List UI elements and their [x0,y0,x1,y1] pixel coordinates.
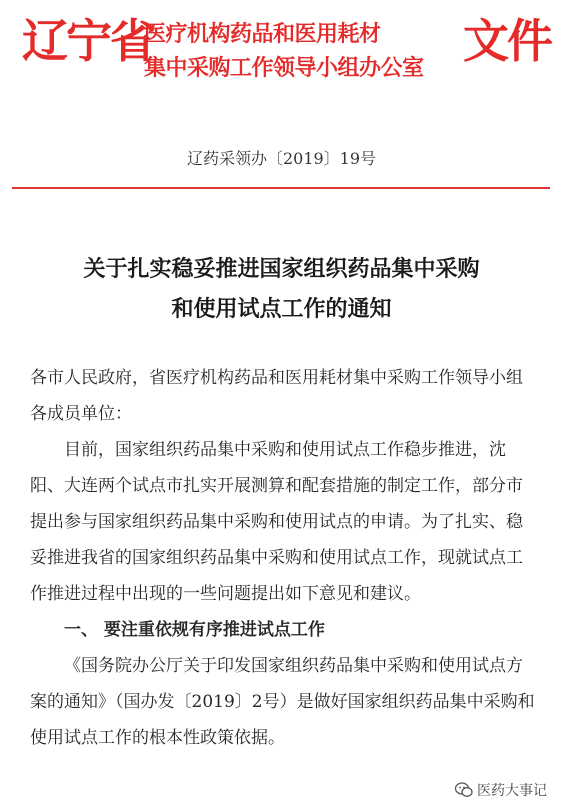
watermark-text: 医药大事记 [477,783,547,799]
header-document-label: 文件 [463,14,551,68]
red-divider [12,187,550,189]
section-heading-1: 一、 要注重依规有序推进试点工作 [64,620,325,640]
document-body [30,360,535,756]
header-province: 辽宁省 [22,14,154,68]
watermark [451,778,551,802]
header-org-line1: 医疗机构药品和医用耗材 [144,22,381,47]
salutation: 各市人民政府，省医疗机构药品和医用耗材集中采购工作领导小组各成员单位： [30,368,523,424]
header-org-line2: 集中采购工作领导小组办公室 [144,56,424,81]
paragraph-2: 《国务院办公厅关于印发国家组织药品集中采购和使用试点方案的通知》（国办发〔2019〕2号）是做好国家组织药品集中采购和使用试点工作的根本性政策依据。 [30,656,535,748]
document-number: 辽药采领办〔2019〕19号 [186,149,377,168]
document-title [0,250,563,330]
title-line2: 和使用试点工作的通知 [171,297,392,322]
paragraph-1: 目前，国家组织药品集中采购和使用试点工作稳步推进，沈阳、大连两个试点市扎实开展测算和配套措施的制定工作，部分市提出参与国家组织药品集中采购和使用试点的申请。为了扎实、稳妥推进我省的国家组织药品集中采购和使用试点工作，现就试点工作推进过程中出现的一些问题提出如下意见和建议。 [30,440,523,604]
title-line1: 关于扎实稳妥推进国家组织药品集中采购 [83,257,480,282]
wechat-icon [455,782,473,798]
header-organization [144,18,424,86]
